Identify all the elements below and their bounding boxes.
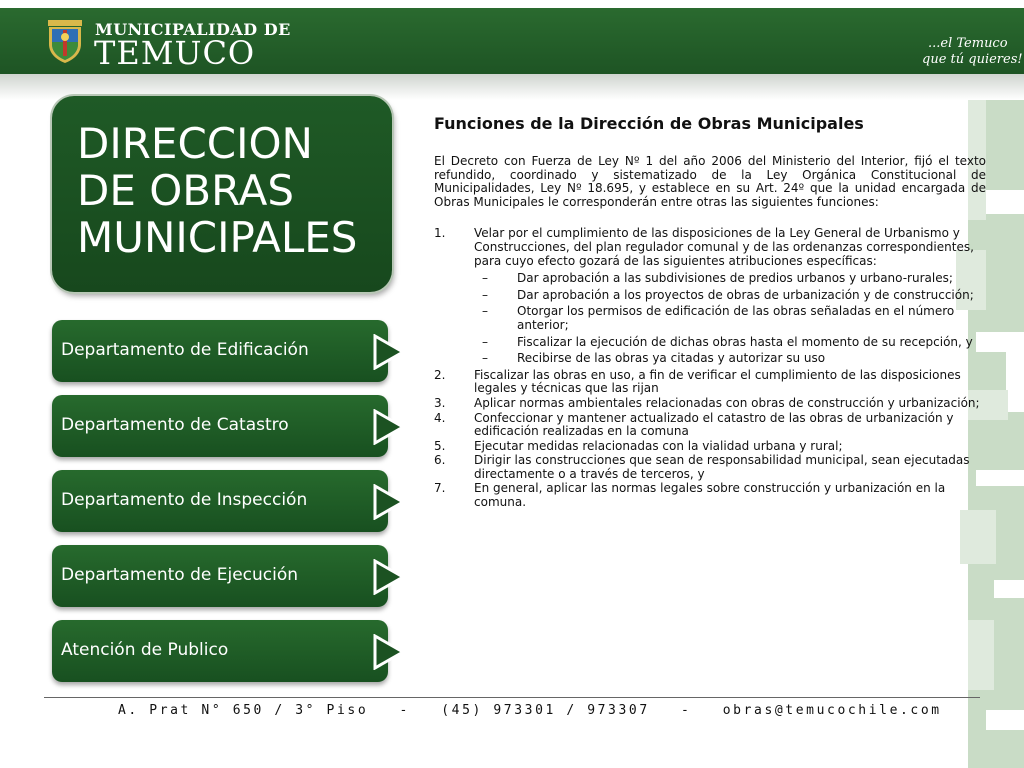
sub-list-item — [474, 336, 986, 350]
intro-paragraph: El Decreto con Fuerza de Ley Nº 1 del año 2006 del Ministerio del Interior, fijó el texto refundido, coordinado y sistematizado de la Ley Orgánica Constitucional de Municipalidades, Ley Nº 18.695, y establece en su Art. 24º que la unidad encargada de Obras Municipales le corresponderán entre otras las siguientes funciones: — [434, 154, 986, 209]
list-number: 3. — [434, 395, 446, 410]
dash-bullet: – — [482, 334, 488, 349]
list-item — [434, 440, 986, 454]
arrow-right-icon — [372, 409, 406, 445]
nav-button-label: Departamento de Inspección — [61, 490, 308, 510]
sub-list-item — [474, 352, 986, 366]
functions-content — [434, 114, 986, 511]
sub-list-item-text: Dar aprobación a los proyectos de obras de urbanización y de construcción; — [517, 287, 974, 302]
sub-list — [474, 272, 986, 366]
arrow-right-icon — [372, 559, 406, 595]
list-item-text: Aplicar normas ambientales relacionadas con obras de construcción y urbanización; — [474, 395, 980, 410]
list-item-text: Confeccionar y mantener actualizado el catastro de las obras de urbanización y edificación realizadas en la comuna — [474, 410, 954, 439]
municipal-crest-logo — [46, 20, 84, 64]
nav-button-label: Departamento de Catastro — [61, 415, 289, 435]
section-title-box — [52, 96, 392, 292]
list-item-text: Dirigir las construcciones que sean de responsabilidad municipal, sean ejecutadas directamente o a través de terceros, y — [474, 453, 970, 481]
list-item-text: Fiscalizar las obras en uso, a fin de verificar el cumplimiento de las disposiciones legales y técnicas que las rijan — [474, 367, 961, 396]
slogan-line1: ...el Temuco — [928, 36, 1008, 51]
slogan-line2: que tú quieres! — [922, 52, 1023, 67]
nav-button-ejecucion[interactable] — [52, 545, 388, 607]
sub-list-item-text: Otorgar los permisos de edificación de las obras señaladas en el número anterior; — [517, 304, 955, 332]
sub-list-item-text: Fiscalizar la ejecución de dichas obras hasta el momento de su recepción, y — [517, 334, 973, 349]
nav-button-label: Departamento de Ejecución — [61, 565, 299, 585]
nav-button-atencion-publico[interactable] — [52, 620, 388, 682]
list-number: 6. — [434, 453, 446, 468]
section-title-line3: MUNICIPALES — [77, 213, 358, 262]
arrow-right-icon — [372, 634, 406, 670]
content-heading: Funciones de la Dirección de Obras Municipales — [434, 114, 864, 133]
list-item — [434, 412, 986, 439]
list-item — [434, 397, 986, 411]
list-item-text: En general, aplicar las normas legales sobre construcción y urbanización en la comuna. — [474, 481, 946, 510]
list-item — [434, 369, 986, 396]
sub-list-item — [474, 272, 986, 286]
section-title-line1: DIRECCION — [77, 119, 313, 168]
sub-list-item-text: Recibirse de las obras ya citadas y autorizar su uso — [517, 351, 826, 366]
nav-button-edificacion[interactable] — [52, 320, 388, 382]
dash-bullet: – — [482, 271, 488, 286]
list-number: 4. — [434, 410, 446, 425]
list-item-text: Velar por el cumplimiento de las disposiciones de la Ley General de Urbanismo y Construcciones, del plan regulador comunal y de las ordenanzas correspondientes, para cuyo efecto gozará de las siguientes atribuciones específicas: — [474, 226, 974, 268]
brand-title-line2: TEMUCO — [94, 34, 256, 72]
header-bar — [0, 8, 1024, 74]
dash-bullet: – — [482, 304, 488, 319]
dash-bullet: – — [482, 351, 488, 366]
arrow-right-icon — [372, 334, 406, 370]
list-number: 5. — [434, 438, 446, 453]
footer-contact: A. Prat N° 650 / 3° Piso - (45) 973301 / 973307 - obras@temucochile.com — [118, 703, 942, 718]
list-number: 2. — [434, 367, 446, 382]
list-item — [434, 482, 986, 509]
sub-list-item — [474, 305, 986, 332]
footer-divider — [44, 697, 980, 698]
nav-button-inspeccion[interactable] — [52, 470, 388, 532]
section-title-line2: DE OBRAS — [77, 166, 294, 215]
sub-list-item — [474, 289, 986, 303]
nav-button-label: Departamento de Edificación — [61, 340, 309, 360]
brand-title-line1: MUNICIPALIDAD DE — [95, 20, 291, 39]
list-item — [434, 227, 986, 365]
list-item — [434, 454, 986, 481]
nav-button-label: Atención de Publico — [61, 640, 229, 660]
arrow-right-icon — [372, 484, 406, 520]
dash-bullet: – — [482, 287, 488, 302]
nav-button-catastro[interactable] — [52, 395, 388, 457]
list-number: 7. — [434, 481, 446, 496]
list-item-text: Ejecutar medidas relacionadas con la vialidad urbana y rural; — [474, 438, 843, 453]
functions-list — [434, 227, 986, 509]
sub-list-item-text: Dar aprobación a las subdivisiones de predios urbanos y urbano-rurales; — [517, 271, 953, 286]
list-number: 1. — [434, 226, 446, 241]
